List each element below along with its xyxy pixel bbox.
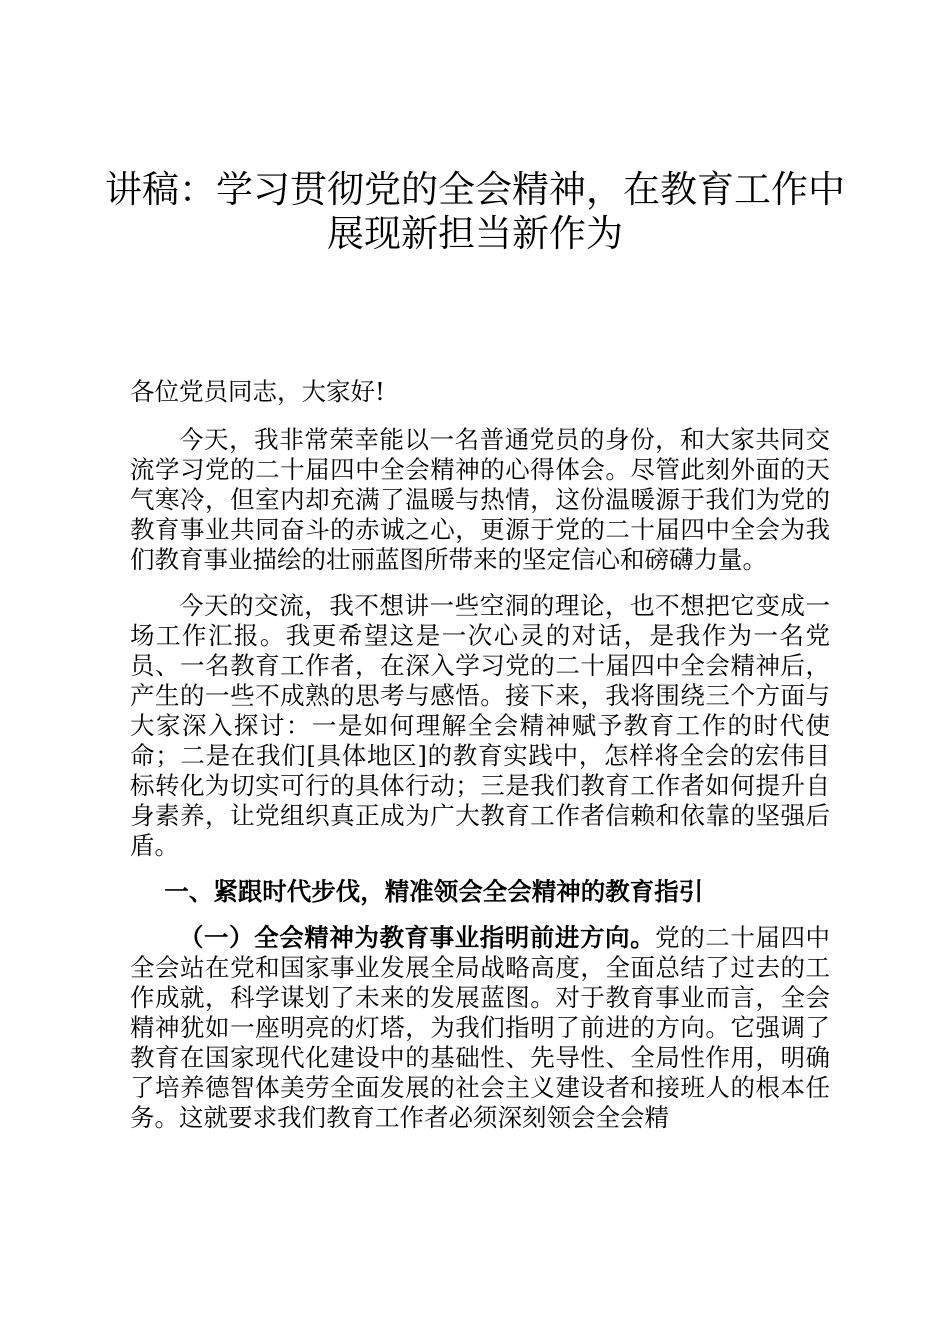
document-body xyxy=(130,377,830,1149)
subsection-lead-1: （一）全会精神为教育事业指明前进方向。 xyxy=(179,923,656,952)
document-title xyxy=(100,168,850,256)
subsection-text-1: 党的二十届四中全会站在党和国家事业发展全局战略高度，全面总结了过去的工作成就，科学谋划了未来的发展蓝图。对于教育事业而言，全会精神犹如一座明亮的灯塔，为我们指明了前进的方向。它强调了教育在国家现代化建设中的基础性、先导性、全局性作用，明确了培养德智体美劳全面发展的社会主义建设者和接班人的根本任务。这就要求我们教育工作者必须深刻领会全会精 xyxy=(130,923,830,1132)
salutation: 各位党员同志，大家好! xyxy=(130,377,385,406)
subsection-paragraph-1 xyxy=(130,923,830,1133)
title-line-2: 展现新担当新作为 xyxy=(327,212,623,255)
paragraph-intro: 今天，我非常荣幸能以一名普通党员的身份，和大家共同交流学习党的二十届四中全会精神的心得体会。尽管此刻外面的天气寒冷，但室内却充满了温暖与热情，这份温暖源于我们为党的教育事业共同奋斗的赤诚之心，更源于党的二十届四中全会为我们教育事业描绘的壮丽蓝图所带来的坚定信心和磅礴力量。 xyxy=(130,425,830,574)
section-heading-1: 一、紧跟时代步伐，精准领会全会精神的教育指引 xyxy=(164,877,704,906)
paragraph-outline: 今天的交流，我不想讲一些空洞的理论，也不想把它变成一场工作汇报。我更希望这是一次心灵的对话，是我作为一名党员、一名教育工作者，在深入学习党的二十届四中全会精神后，产生的一些不成熟的思考与感悟。接下来，我将围绕三个方面与大家深入探讨：一是如何理解全会精神赋予教育工作的时代使命；二是在我们[具体地区]的教育实践中，怎样将全会的宏伟目标转化为切实可行的具体行动；三是我们教育工作者如何提升自身素养，让党组织真正成为广大教育工作者信赖和依靠的坚强后盾。 xyxy=(130,591,830,860)
title-line-1: 讲稿：学习贯彻党的全会精神，在教育工作中 xyxy=(105,168,845,211)
